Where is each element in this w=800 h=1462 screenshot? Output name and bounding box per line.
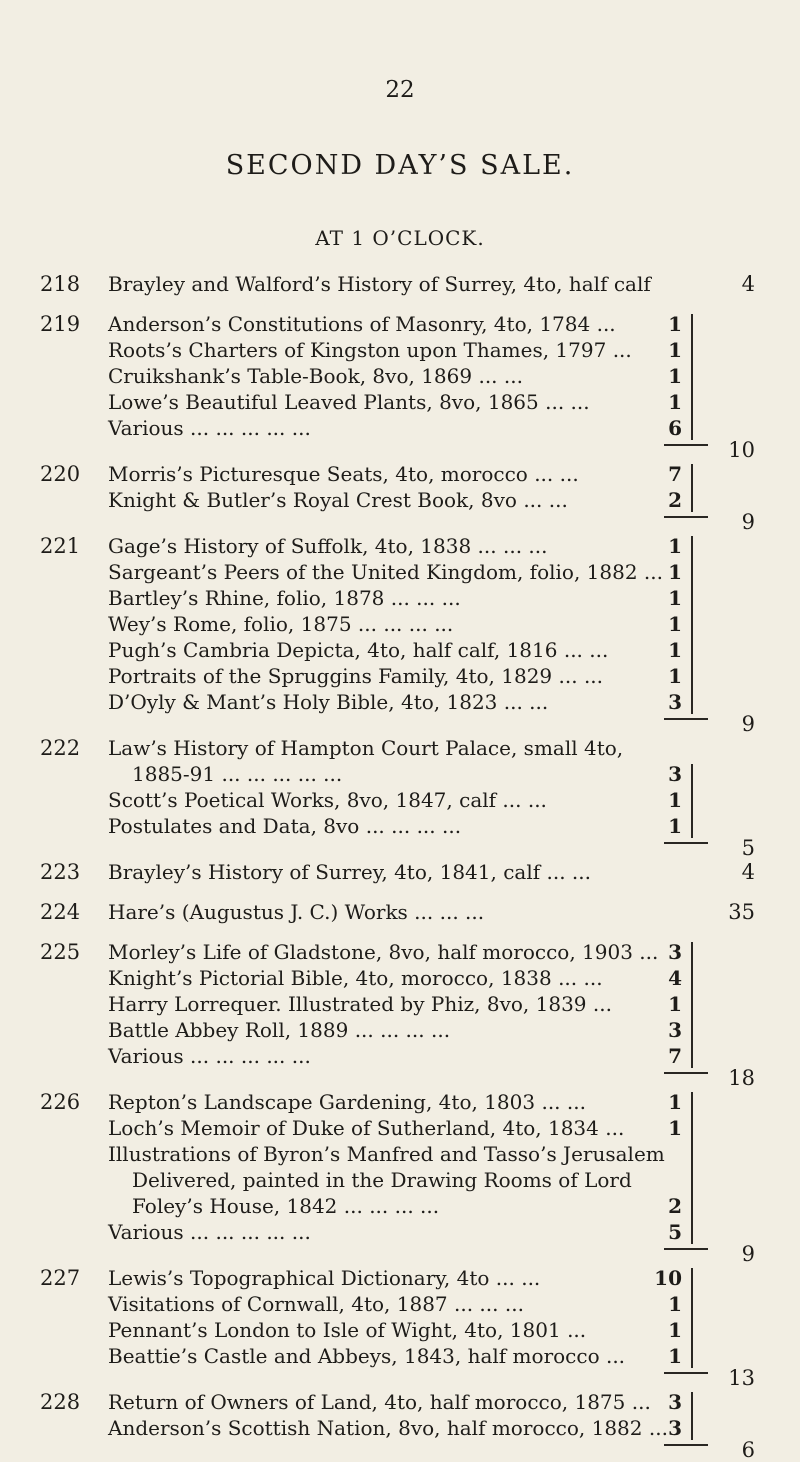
lot-total: 5 [741, 836, 755, 860]
lot-item-quantity: 4 [668, 966, 682, 990]
lot-item-quantity: 10 [654, 1266, 682, 1290]
total-rule [664, 516, 708, 518]
lot-total: 10 [728, 438, 755, 462]
lot-number: 225 [40, 940, 81, 964]
lot-item-text: Harry Lorrequer. Illustrated by Phiz, 8vo, 1839 ... [108, 992, 612, 1016]
bracket-line [691, 764, 693, 838]
lot-item-quantity: 1 [668, 364, 682, 388]
lot-total: 6 [741, 1438, 755, 1462]
lot-item-text: Brayley and Walford’s History of Surrey, 4to, half calf [108, 272, 651, 296]
lot-item-text: Anderson’s Scottish Nation, 8vo, half morocco, 1882 ... [108, 1416, 668, 1440]
lot-item-text: Bartley’s Rhine, folio, 1878 ... ... ... [108, 586, 461, 610]
lot-item-text: Lewis’s Topographical Dictionary, 4to ... ... [108, 1266, 541, 1290]
lot-item-text: Visitations of Cornwall, 4to, 1887 ... ... ... [108, 1292, 524, 1316]
lot-item-text: Pennant’s London to Isle of Wight, 4to, 1801 ... [108, 1318, 587, 1342]
lot-item-quantity: 1 [668, 788, 682, 812]
sale-time: AT 1 O’CLOCK. [315, 226, 485, 250]
lot-item-quantity: 3 [668, 690, 682, 714]
total-rule [664, 444, 708, 446]
lot-item-text: Hare’s (Augustus J. C.) Works ... ... ... [108, 900, 485, 924]
lot-item-text: Cruikshank’s Table-Book, 8vo, 1869 ... ... [108, 364, 523, 388]
lot-item-quantity: 7 [668, 1044, 682, 1068]
lot-number: 220 [40, 462, 81, 486]
lot-item-quantity: 1 [668, 612, 682, 636]
lot-number: 223 [40, 860, 81, 884]
lot-number: 222 [40, 736, 81, 760]
lot-item-quantity: 1 [668, 1090, 682, 1114]
lot-item-text: Lowe’s Beautiful Leaved Plants, 8vo, 1865 ... ... [108, 390, 590, 414]
lot-item-text: Knight’s Pictorial Bible, 4to, morocco, 1838 ... ... [108, 966, 603, 990]
sale-heading: SECOND DAY’S SALE. [225, 150, 575, 181]
lot-item-quantity: 1 [668, 1116, 682, 1140]
lot-item-text: Pugh’s Cambria Depicta, 4to, half calf, 1816 ... ... [108, 638, 609, 662]
total-rule [664, 842, 708, 844]
lot-item-text: Loch’s Memoir of Duke of Sutherland, 4to, 1834 ... [108, 1116, 625, 1140]
lot-item-text: Morris’s Picturesque Seats, 4to, morocco ... ... [108, 462, 579, 486]
lot-item-quantity: 1 [668, 638, 682, 662]
lot-item-quantity: 5 [668, 1220, 682, 1244]
lot-number: 226 [40, 1090, 81, 1114]
lot-item-text: Scott’s Poetical Works, 8vo, 1847, calf ... ... [108, 788, 547, 812]
lot-item-quantity: 3 [668, 1416, 682, 1440]
lot-item-text: Illustrations of Byron’s Manfred and Tasso’s Jerusalem [108, 1142, 665, 1166]
lot-item-text: Gage’s History of Suffolk, 4to, 1838 ... ... ... [108, 534, 548, 558]
lot-item-text: Delivered, painted in the Drawing Rooms of Lord [132, 1168, 632, 1192]
lot-item-text: Brayley’s History of Surrey, 4to, 1841, calf ... ... [108, 860, 591, 884]
total-rule [664, 718, 708, 720]
lot-item-quantity: 3 [668, 1018, 682, 1042]
lot-number: 227 [40, 1266, 81, 1290]
lot-item-quantity: 1 [668, 992, 682, 1016]
lot-total: 13 [728, 1366, 755, 1390]
lot-item-text: Various ... ... ... ... ... [108, 1044, 311, 1068]
bracket-line [691, 1092, 693, 1244]
lot-number: 228 [40, 1390, 81, 1414]
lot-item-quantity: 3 [668, 940, 682, 964]
lot-total: 4 [741, 860, 755, 884]
lot-total: 9 [741, 1242, 755, 1266]
lot-item-text: Portraits of the Spruggins Family, 4to, 1829 ... ... [108, 664, 604, 688]
lot-item-text: Morley’s Life of Gladstone, 8vo, half morocco, 1903 ... [108, 940, 659, 964]
total-rule [664, 1372, 708, 1374]
lot-number: 221 [40, 534, 81, 558]
lot-item-text: Various ... ... ... ... ... [108, 416, 311, 440]
lot-item-quantity: 3 [668, 762, 682, 786]
lot-item-text: Sargeant’s Peers of the United Kingdom, folio, 1882 ... [108, 560, 663, 584]
lot-item-text: 1885-91 ... ... ... ... ... [132, 762, 343, 786]
lot-item-quantity: 3 [668, 1390, 682, 1414]
lot-item-quantity: 2 [668, 488, 682, 512]
lot-item-quantity: 1 [668, 390, 682, 414]
bracket-line [691, 1392, 693, 1440]
lot-item-text: Roots’s Charters of Kingston upon Thames, 1797 ... [108, 338, 632, 362]
lot-number: 219 [40, 312, 81, 336]
lot-item-quantity: 1 [668, 312, 682, 336]
lot-item-quantity: 1 [668, 1344, 682, 1368]
lot-item-quantity: 1 [668, 534, 682, 558]
lot-item-text: Repton’s Landscape Gardening, 4to, 1803 ... ... [108, 1090, 586, 1114]
bracket-line [691, 464, 693, 512]
lot-item-quantity: 1 [668, 664, 682, 688]
lot-item-text: D’Oyly & Mant’s Holy Bible, 4to, 1823 ... ... [108, 690, 549, 714]
lot-total: 35 [728, 900, 755, 924]
lot-item-text: Postulates and Data, 8vo ... ... ... ... [108, 814, 462, 838]
bracket-line [691, 536, 693, 714]
page-number: 22 [385, 77, 415, 103]
lot-item-quantity: 1 [668, 338, 682, 362]
bracket-line [691, 314, 693, 440]
total-rule [664, 1072, 708, 1074]
lot-item-text: Wey’s Rome, folio, 1875 ... ... ... ... [108, 612, 454, 636]
total-rule [664, 1444, 708, 1446]
lot-item-text: Return of Owners of Land, 4to, half morocco, 1875 ... [108, 1390, 651, 1414]
lot-total: 18 [728, 1066, 755, 1090]
lot-item-quantity: 1 [668, 1318, 682, 1342]
lot-total: 9 [741, 510, 755, 534]
lot-item-text: Law’s History of Hampton Court Palace, small 4to, [108, 736, 624, 760]
lot-item-text: Knight & Butler’s Royal Crest Book, 8vo ... ... [108, 488, 568, 512]
lot-item-quantity: 6 [668, 416, 682, 440]
lot-item-quantity: 1 [668, 814, 682, 838]
bracket-line [691, 942, 693, 1068]
lot-item-text: Foley’s House, 1842 ... ... ... ... [132, 1194, 440, 1218]
lot-item-text: Battle Abbey Roll, 1889 ... ... ... ... [108, 1018, 451, 1042]
lot-item-text: Anderson’s Constitutions of Masonry, 4to, 1784 ... [108, 312, 616, 336]
lot-item-text: Beattie’s Castle and Abbeys, 1843, half morocco ... [108, 1344, 626, 1368]
lot-item-text: Various ... ... ... ... ... [108, 1220, 311, 1244]
lot-item-quantity: 1 [668, 1292, 682, 1316]
lot-number: 218 [40, 272, 81, 296]
lot-item-quantity: 2 [668, 1194, 682, 1218]
lot-item-quantity: 7 [668, 462, 682, 486]
bracket-line [691, 1268, 693, 1368]
lot-total: 9 [741, 712, 755, 736]
total-rule [664, 1248, 708, 1250]
lot-item-quantity: 1 [668, 560, 682, 584]
lot-number: 224 [40, 900, 81, 924]
lot-total: 4 [741, 272, 755, 296]
lot-item-quantity: 1 [668, 586, 682, 610]
